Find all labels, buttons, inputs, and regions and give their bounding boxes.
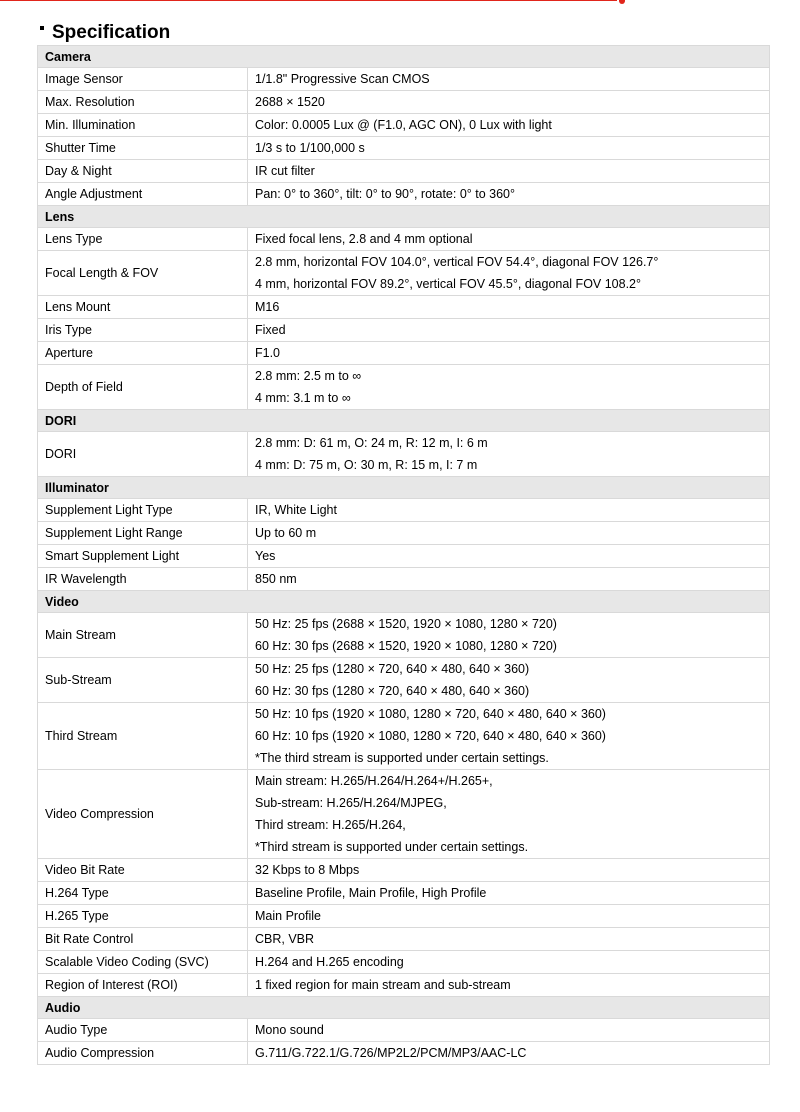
spec-value-line: G.711/G.722.1/G.726/MP2L2/PCM/MP3/AAC-LC (255, 1046, 527, 1060)
section-header-row (38, 477, 770, 499)
table-row (38, 365, 770, 410)
spec-value-line: Color: 0.0005 Lux @ (F1.0, AGC ON), 0 Lux with light (255, 118, 552, 132)
table-row (38, 114, 770, 137)
page-title: Specification (52, 22, 171, 43)
table-row (38, 319, 770, 342)
spec-value-line: 1/3 s to 1/100,000 s (255, 141, 365, 155)
table-row (38, 928, 770, 951)
spec-value-line: 50 Hz: 25 fps (1280 × 720, 640 × 480, 640 × 360) (255, 662, 530, 676)
spec-label: Angle Adjustment (38, 183, 248, 206)
spec-value-line: 4 mm: 3.1 m to ∞ (255, 391, 351, 405)
spec-value-line: Sub-stream: H.265/H.264/MJPEG, (255, 796, 447, 810)
spec-value (248, 160, 770, 183)
spec-label: Sub-Stream (38, 658, 248, 703)
spec-label: Video Compression (38, 770, 248, 859)
spec-value-line: F1.0 (255, 346, 281, 360)
table-row (38, 91, 770, 114)
spec-value-line: Up to 60 m (255, 526, 317, 540)
table-row (38, 499, 770, 522)
spec-value (248, 68, 770, 91)
spec-value (248, 296, 770, 319)
spec-value-line: *Third stream is supported under certain settings. (255, 840, 529, 854)
spec-value-line: 32 Kbps to 8 Mbps (255, 863, 360, 877)
table-row (38, 137, 770, 160)
spec-label: Audio Type (38, 1019, 248, 1042)
page-heading (40, 21, 170, 45)
section-title: DORI (38, 410, 770, 432)
spec-value (248, 137, 770, 160)
spec-value-line: *The third stream is supported under certain settings. (255, 751, 549, 765)
spec-value (248, 905, 770, 928)
spec-label: Scalable Video Coding (SVC) (38, 951, 248, 974)
table-row (38, 522, 770, 545)
table-row (38, 1042, 770, 1065)
section-title: Camera (38, 46, 770, 68)
section-header-row (38, 997, 770, 1019)
table-row (38, 974, 770, 997)
spec-value-line: Baseline Profile, Main Profile, High Profile (255, 886, 487, 900)
spec-value-line: Fixed (255, 323, 286, 337)
table-row (38, 342, 770, 365)
spec-value-line: H.264 and H.265 encoding (255, 955, 404, 969)
spec-value (248, 568, 770, 591)
spec-value (248, 228, 770, 251)
table-row (38, 658, 770, 703)
section-title: Video (38, 591, 770, 613)
spec-label: Bit Rate Control (38, 928, 248, 951)
spec-value-line: 2.8 mm, horizontal FOV 104.0°, vertical FOV 54.4°, diagonal FOV 126.7° (255, 255, 659, 269)
spec-value (248, 613, 770, 658)
table-row (38, 703, 770, 770)
spec-value (248, 658, 770, 703)
spec-label: Aperture (38, 342, 248, 365)
spec-label: Third Stream (38, 703, 248, 770)
table-row (38, 228, 770, 251)
spec-value-line: Main Profile (255, 909, 321, 923)
spec-label: Lens Mount (38, 296, 248, 319)
spec-label: Iris Type (38, 319, 248, 342)
spec-value (248, 114, 770, 137)
heading-bullet-icon (40, 26, 44, 30)
table-row (38, 568, 770, 591)
spec-value (248, 1019, 770, 1042)
spec-value-line: 1/1.8" Progressive Scan CMOS (255, 72, 430, 86)
table-row (38, 296, 770, 319)
spec-label: Image Sensor (38, 68, 248, 91)
spec-value (248, 703, 770, 770)
spec-value-line: M16 (255, 300, 280, 314)
spec-value-line: 2688 × 1520 (255, 95, 325, 109)
spec-value (248, 770, 770, 859)
spec-value (248, 319, 770, 342)
spec-label: Max. Resolution (38, 91, 248, 114)
spec-value-line: IR, White Light (255, 503, 337, 517)
spec-value (248, 91, 770, 114)
spec-label: Supplement Light Type (38, 499, 248, 522)
spec-value-line: 60 Hz: 30 fps (2688 × 1520, 1920 × 1080, 1280 × 720) (255, 639, 557, 653)
section-header-row (38, 206, 770, 228)
spec-value (248, 183, 770, 206)
spec-value (248, 365, 770, 410)
spec-value-line: 4 mm: D: 75 m, O: 30 m, R: 15 m, I: 7 m (255, 458, 478, 472)
table-row (38, 613, 770, 658)
spec-value (248, 342, 770, 365)
table-row (38, 432, 770, 477)
spec-value-line: Pan: 0° to 360°, tilt: 0° to 90°, rotate: 0° to 360° (255, 187, 516, 201)
spec-value-line: 50 Hz: 10 fps (1920 × 1080, 1280 × 720, 640 × 480, 640 × 360) (255, 707, 606, 721)
spec-value (248, 928, 770, 951)
spec-label: Audio Compression (38, 1042, 248, 1065)
table-row (38, 251, 770, 296)
spec-value-line: CBR, VBR (255, 932, 315, 946)
table-row (38, 545, 770, 568)
spec-value (248, 859, 770, 882)
table-row (38, 770, 770, 859)
table-row (38, 951, 770, 974)
spec-value-line: Third stream: H.265/H.264, (255, 818, 406, 832)
spec-value (248, 432, 770, 477)
section-title: Audio (38, 997, 770, 1019)
section-title: Lens (38, 206, 770, 228)
spec-label: H.265 Type (38, 905, 248, 928)
spec-label: H.264 Type (38, 882, 248, 905)
spec-value-line: Fixed focal lens, 2.8 and 4 mm optional (255, 232, 473, 246)
spec-value (248, 951, 770, 974)
spec-table (37, 45, 770, 1065)
top-accent-mark (619, 0, 625, 4)
table-row (38, 859, 770, 882)
spec-value-line: 2.8 mm: 2.5 m to ∞ (255, 369, 362, 383)
spec-value (248, 1042, 770, 1065)
spec-value (248, 251, 770, 296)
spec-value-line: 850 nm (255, 572, 297, 586)
section-header-row (38, 410, 770, 432)
table-row (38, 183, 770, 206)
spec-value (248, 882, 770, 905)
spec-value-line: 2.8 mm: D: 61 m, O: 24 m, R: 12 m, I: 6 m (255, 436, 488, 450)
spec-label: Day & Night (38, 160, 248, 183)
spec-value (248, 522, 770, 545)
table-row (38, 68, 770, 91)
spec-label: Main Stream (38, 613, 248, 658)
spec-label: Shutter Time (38, 137, 248, 160)
table-row (38, 905, 770, 928)
table-row (38, 882, 770, 905)
spec-value-line: 60 Hz: 10 fps (1920 × 1080, 1280 × 720, 640 × 480, 640 × 360) (255, 729, 606, 743)
spec-value-line: 1 fixed region for main stream and sub-stream (255, 978, 511, 992)
spec-label: Focal Length & FOV (38, 251, 248, 296)
spec-label: Region of Interest (ROI) (38, 974, 248, 997)
spec-label: Video Bit Rate (38, 859, 248, 882)
top-accent-rule (0, 0, 617, 1)
spec-value (248, 545, 770, 568)
section-title: Illuminator (38, 477, 770, 499)
section-header-row (38, 591, 770, 613)
spec-value (248, 974, 770, 997)
spec-value-line: Yes (255, 549, 276, 563)
spec-label: Depth of Field (38, 365, 248, 410)
section-header-row (38, 46, 770, 68)
spec-value-line: 4 mm, horizontal FOV 89.2°, vertical FOV 45.5°, diagonal FOV 108.2° (255, 277, 642, 291)
spec-value (248, 499, 770, 522)
spec-label: Supplement Light Range (38, 522, 248, 545)
spec-label: Smart Supplement Light (38, 545, 248, 568)
spec-value-line: Main stream: H.265/H.264/H.264+/H.265+, (255, 774, 493, 788)
spec-value-line: IR cut filter (255, 164, 315, 178)
spec-label: DORI (38, 432, 248, 477)
table-row (38, 1019, 770, 1042)
spec-label: Lens Type (38, 228, 248, 251)
table-row (38, 160, 770, 183)
spec-label: Min. Illumination (38, 114, 248, 137)
spec-value-line: 50 Hz: 25 fps (2688 × 1520, 1920 × 1080, 1280 × 720) (255, 617, 557, 631)
spec-value-line: 60 Hz: 30 fps (1280 × 720, 640 × 480, 640 × 360) (255, 684, 530, 698)
spec-label: IR Wavelength (38, 568, 248, 591)
spec-value-line: Mono sound (255, 1023, 324, 1037)
